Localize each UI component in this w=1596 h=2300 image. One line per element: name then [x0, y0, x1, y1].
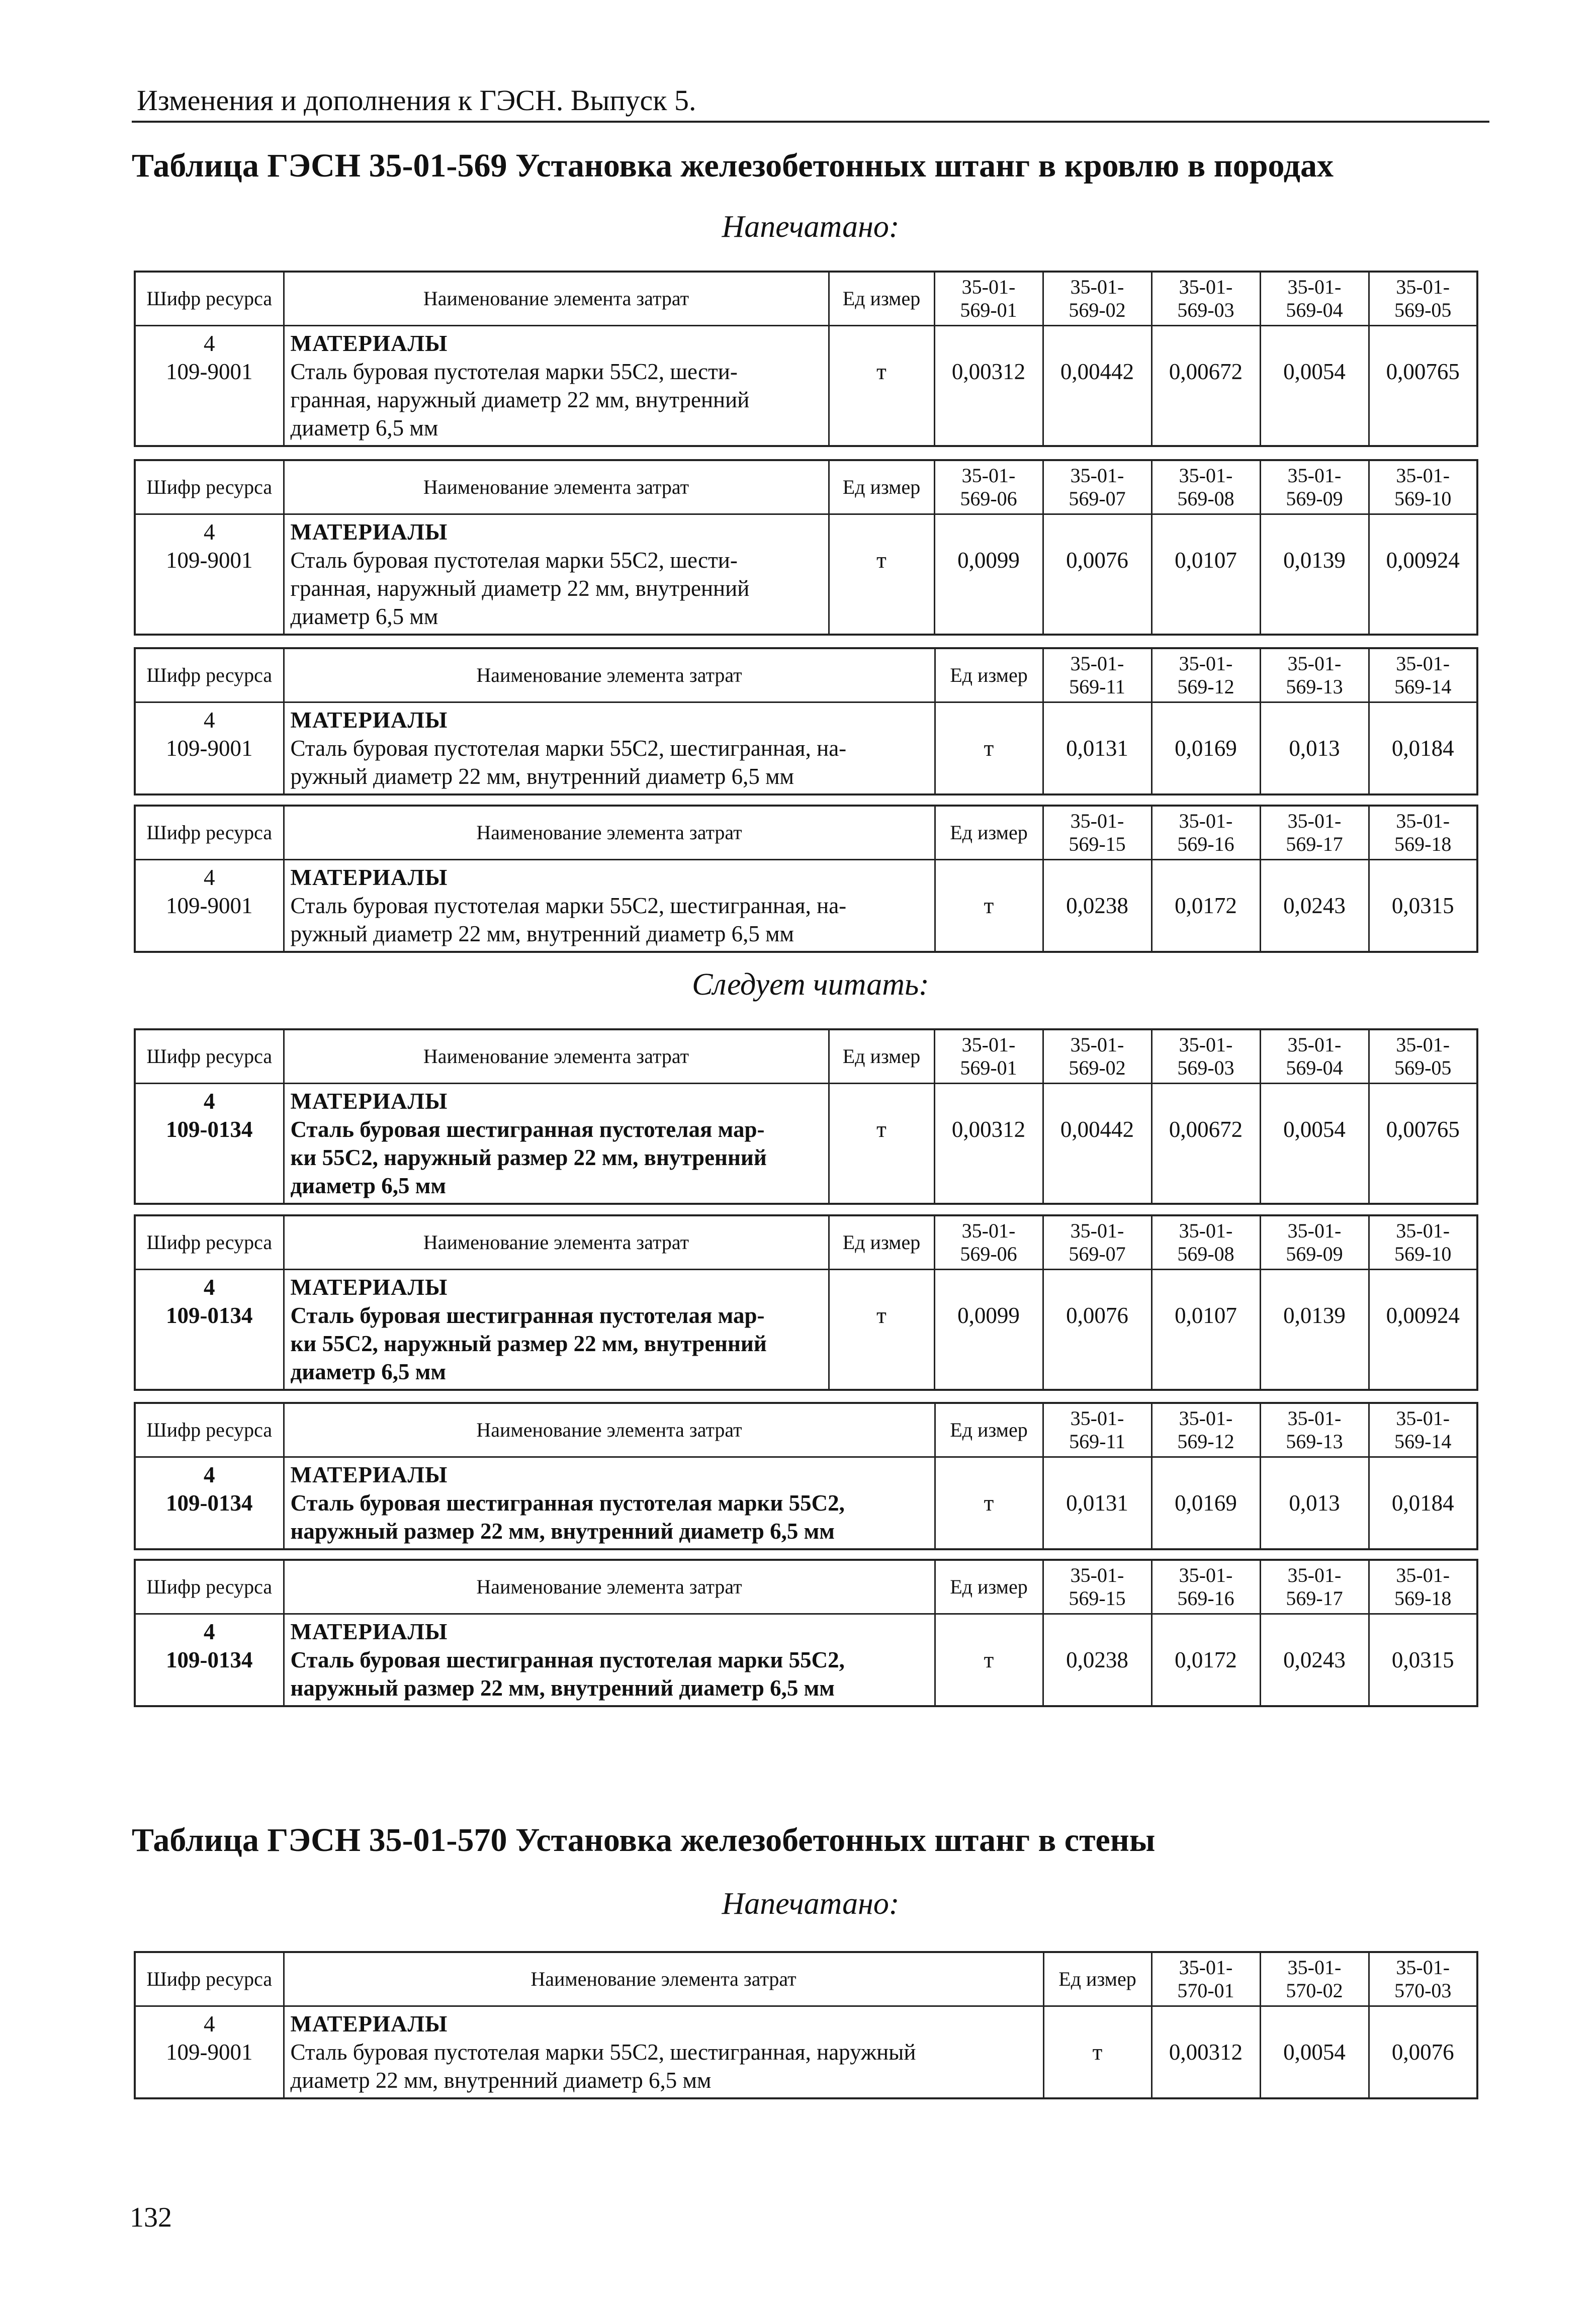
norm-value-cell: 0,0131: [1043, 702, 1151, 795]
table-row: [135, 2006, 1477, 2099]
material-name: Сталь буровая пустотелая марки 55С2, шестигранная, наружный диаметр 22 мм, внутренний диаметр 6,5 мм: [290, 2040, 916, 2093]
material-name: Сталь буровая шестигранная пустотелая марки 55С2, наружный размер 22 мм, внутренний диаметр 6,5 мм: [290, 1647, 845, 1701]
norm-value-cell: 0,0099: [934, 514, 1043, 635]
col-header-unit: Ед измер: [935, 806, 1043, 860]
group-number: 4: [204, 865, 215, 890]
norm-value-cell: 0,0107: [1151, 514, 1260, 635]
unit-cell: т: [829, 326, 934, 447]
cost-element-cell: [284, 1270, 829, 1390]
unit-cell: т: [935, 1614, 1043, 1707]
col-header-resource-code: Шифр ресурса: [135, 1029, 284, 1084]
table-row: [135, 702, 1477, 795]
norm-value-cell: 0,0139: [1260, 514, 1369, 635]
col-header-cost-element: Наименование элемента затрат: [284, 272, 829, 326]
materials-label: МАТЕРИАЛЫ: [290, 865, 448, 890]
col-header-cost-element: Наименование элемента затрат: [284, 806, 935, 860]
col-header-norm-code: 35-01- 569-12: [1151, 648, 1260, 702]
norm-value-cell: 0,0172: [1151, 860, 1260, 952]
resource-code-cell: [135, 1457, 284, 1550]
col-header-norm-code: 35-01- 569-07: [1043, 460, 1151, 514]
material-name: Сталь буровая пустотелая марки 55С2, шести- гранная, наружный диаметр 22 мм, внутренний диаметр 6,5 мм: [290, 359, 750, 440]
resource-code: 109-0134: [166, 1647, 253, 1672]
col-header-norm-code: 35-01- 569-04: [1260, 272, 1369, 326]
norm-value-cell: 0,0184: [1369, 702, 1477, 795]
norm-value-cell: 0,0076: [1043, 514, 1151, 635]
table-row: [135, 860, 1477, 952]
col-header-norm-code: 35-01- 569-14: [1369, 648, 1477, 702]
norm-value-cell: 0,0099: [934, 1270, 1043, 1390]
group-number: 4: [204, 1462, 215, 1487]
norm-value-cell: 0,00672: [1151, 1084, 1260, 1204]
col-header-norm-code: 35-01- 569-08: [1151, 460, 1260, 514]
group-number: 4: [204, 2011, 215, 2037]
col-header-norm-code: 35-01- 569-14: [1369, 1403, 1477, 1457]
col-header-cost-element: Наименование элемента затрат: [284, 1029, 829, 1084]
norm-value-cell: 0,0315: [1369, 860, 1477, 952]
resource-table: [134, 271, 1478, 447]
norm-value-cell: 0,0243: [1260, 1614, 1369, 1707]
table-header-row: [135, 806, 1477, 860]
materials-label: МАТЕРИАЛЫ: [290, 707, 448, 733]
norm-value-cell: 0,013: [1260, 702, 1369, 795]
col-header-norm-code: 35-01- 569-06: [934, 1215, 1043, 1270]
norm-value-cell: 0,0054: [1260, 2006, 1369, 2099]
norm-value-cell: 0,0131: [1043, 1457, 1151, 1550]
material-name: Сталь буровая пустотелая марки 55С2, шестигранная, на- ружный диаметр 22 мм, внутренний диаметр 6,5 мм: [290, 893, 847, 946]
col-header-resource-code: Шифр ресурса: [135, 272, 284, 326]
norm-value-cell: 0,00442: [1043, 326, 1151, 447]
col-header-norm-code: 35-01- 569-02: [1043, 1029, 1151, 1084]
col-header-resource-code: Шифр ресурса: [135, 1215, 284, 1270]
section-title-569: Таблица ГЭСН 35-01-569 Установка железобетонных штанг в кровлю в породах: [132, 147, 1334, 184]
col-header-cost-element: Наименование элемента затрат: [284, 1215, 829, 1270]
resource-code: 109-9001: [166, 893, 253, 918]
col-header-unit: Ед измер: [935, 648, 1043, 702]
material-name: Сталь буровая пустотелая марки 55С2, шести- гранная, наружный диаметр 22 мм, внутренний диаметр 6,5 мм: [290, 548, 750, 629]
col-header-norm-code: 35-01- 570-01: [1151, 1952, 1260, 2006]
col-header-cost-element: Наименование элемента затрат: [284, 1952, 1043, 2006]
col-header-norm-code: 35-01- 569-13: [1260, 648, 1369, 702]
col-header-resource-code: Шифр ресурса: [135, 806, 284, 860]
unit-cell: т: [935, 702, 1043, 795]
table-header-row: [135, 1403, 1477, 1457]
resource-code-cell: [135, 702, 284, 795]
col-header-resource-code: Шифр ресурса: [135, 1560, 284, 1614]
col-header-unit: Ед измер: [935, 1403, 1043, 1457]
norm-value-cell: 0,0054: [1260, 1084, 1369, 1204]
col-header-norm-code: 35-01- 569-03: [1151, 272, 1260, 326]
page-number: 132: [130, 2202, 172, 2233]
running-header: Изменения и дополнения к ГЭСН. Выпуск 5.: [137, 84, 696, 117]
resource-code: 109-9001: [166, 359, 253, 384]
material-name: Сталь буровая шестигранная пустотелая марки 55С2, наружный размер 22 мм, внутренний диаметр 6,5 мм: [290, 1490, 845, 1544]
resource-code: 109-9001: [166, 2040, 253, 2065]
cost-element-cell: [284, 326, 829, 447]
table-row: [135, 1614, 1477, 1707]
table-row: [135, 514, 1477, 635]
col-header-norm-code: 35-01- 569-12: [1151, 1403, 1260, 1457]
col-header-cost-element: Наименование элемента затрат: [284, 1403, 935, 1457]
resource-code: 109-0134: [166, 1303, 253, 1328]
table-header-row: [135, 460, 1477, 514]
col-header-norm-code: 35-01- 569-11: [1043, 648, 1151, 702]
resource-table: [134, 1402, 1478, 1550]
unit-cell: т: [935, 860, 1043, 952]
unit-cell: т: [829, 1084, 934, 1204]
resource-table: [134, 459, 1478, 636]
cost-element-cell: [284, 860, 935, 952]
norm-value-cell: 0,00312: [1151, 2006, 1260, 2099]
col-header-unit: Ед измер: [829, 460, 934, 514]
resource-table: [134, 805, 1478, 953]
table-header-row: [135, 1029, 1477, 1084]
col-header-norm-code: 35-01- 569-15: [1043, 806, 1151, 860]
unit-cell: т: [935, 1457, 1043, 1550]
group-number: 4: [204, 707, 215, 733]
col-header-norm-code: 35-01- 569-13: [1260, 1403, 1369, 1457]
norm-value-cell: 0,0169: [1151, 702, 1260, 795]
col-header-norm-code: 35-01- 569-08: [1151, 1215, 1260, 1270]
col-header-norm-code: 35-01- 570-03: [1369, 1952, 1477, 2006]
col-header-resource-code: Шифр ресурса: [135, 1952, 284, 2006]
col-header-norm-code: 35-01- 569-01: [934, 1029, 1043, 1084]
norm-value-cell: 0,0243: [1260, 860, 1369, 952]
resource-code: 109-0134: [166, 1490, 253, 1516]
table-row: [135, 1084, 1477, 1204]
norm-value-cell: 0,00672: [1151, 326, 1260, 447]
resource-table: [134, 1951, 1478, 2099]
col-header-norm-code: 35-01- 569-09: [1260, 460, 1369, 514]
group-number: 4: [204, 1089, 215, 1114]
col-header-norm-code: 35-01- 569-05: [1369, 272, 1477, 326]
col-header-norm-code: 35-01- 570-02: [1260, 1952, 1369, 2006]
table-header-row: [135, 272, 1477, 326]
resource-table: [134, 647, 1478, 795]
col-header-unit: Ед измер: [829, 272, 934, 326]
norm-value-cell: 0,00924: [1369, 1270, 1477, 1390]
norm-value-cell: 0,0107: [1151, 1270, 1260, 1390]
materials-label: МАТЕРИАЛЫ: [290, 331, 448, 356]
col-header-norm-code: 35-01- 569-17: [1260, 1560, 1369, 1614]
materials-label: МАТЕРИАЛЫ: [290, 1089, 448, 1114]
table-header-row: [135, 1560, 1477, 1614]
norm-value-cell: 0,00312: [934, 326, 1043, 447]
table-header-row: [135, 648, 1477, 702]
resource-table: [134, 1559, 1478, 1707]
table-header-row: [135, 1215, 1477, 1270]
col-header-norm-code: 35-01- 569-02: [1043, 272, 1151, 326]
col-header-norm-code: 35-01- 569-07: [1043, 1215, 1151, 1270]
group-number: 4: [204, 1275, 215, 1300]
col-header-norm-code: 35-01- 569-18: [1369, 1560, 1477, 1614]
table-header-row: [135, 1952, 1477, 2006]
group-number: 4: [204, 331, 215, 356]
resource-code: 109-0134: [166, 1117, 253, 1142]
norm-value-cell: 0,00765: [1369, 1084, 1477, 1204]
cost-element-cell: [284, 1084, 829, 1204]
unit-cell: т: [1043, 2006, 1151, 2099]
col-header-norm-code: 35-01- 569-09: [1260, 1215, 1369, 1270]
group-number: 4: [204, 1619, 215, 1644]
col-header-norm-code: 35-01- 569-04: [1260, 1029, 1369, 1084]
materials-label: МАТЕРИАЛЫ: [290, 2011, 448, 2037]
materials-label: МАТЕРИАЛЫ: [290, 1619, 448, 1644]
resource-code-cell: [135, 1084, 284, 1204]
resource-code: 109-9001: [166, 736, 253, 761]
col-header-unit: Ед измер: [935, 1560, 1043, 1614]
resource-code-cell: [135, 514, 284, 635]
col-header-norm-code: 35-01- 569-18: [1369, 806, 1477, 860]
col-header-norm-code: 35-01- 569-16: [1151, 806, 1260, 860]
table-row: [135, 1457, 1477, 1550]
col-header-cost-element: Наименование элемента затрат: [284, 648, 935, 702]
col-header-unit: Ед измер: [1043, 1952, 1151, 2006]
materials-label: МАТЕРИАЛЫ: [290, 1275, 448, 1300]
resource-code-cell: [135, 860, 284, 952]
col-header-unit: Ед измер: [829, 1029, 934, 1084]
col-header-resource-code: Шифр ресурса: [135, 460, 284, 514]
norm-value-cell: 0,0238: [1043, 860, 1151, 952]
materials-label: МАТЕРИАЛЫ: [290, 1462, 448, 1487]
col-header-norm-code: 35-01- 569-10: [1369, 1215, 1477, 1270]
col-header-resource-code: Шифр ресурса: [135, 648, 284, 702]
cost-element-cell: [284, 514, 829, 635]
norm-value-cell: 0,00442: [1043, 1084, 1151, 1204]
col-header-norm-code: 35-01- 569-03: [1151, 1029, 1260, 1084]
col-header-norm-code: 35-01- 569-05: [1369, 1029, 1477, 1084]
col-header-norm-code: 35-01- 569-15: [1043, 1560, 1151, 1614]
col-header-norm-code: 35-01- 569-10: [1369, 460, 1477, 514]
norm-value-cell: 0,00765: [1369, 326, 1477, 447]
should-read-heading: Следует читать:: [692, 967, 929, 1002]
col-header-resource-code: Шифр ресурса: [135, 1403, 284, 1457]
col-header-cost-element: Наименование элемента затрат: [284, 1560, 935, 1614]
col-header-norm-code: 35-01- 569-06: [934, 460, 1043, 514]
norm-value-cell: 0,0184: [1369, 1457, 1477, 1550]
norm-value-cell: 0,0139: [1260, 1270, 1369, 1390]
norm-value-cell: 0,0054: [1260, 326, 1369, 447]
material-name: Сталь буровая пустотелая марки 55С2, шестигранная, на- ружный диаметр 22 мм, внутренний диаметр 6,5 мм: [290, 736, 847, 789]
norm-value-cell: 0,0169: [1151, 1457, 1260, 1550]
resource-code-cell: [135, 1614, 284, 1707]
resource-code-cell: [135, 1270, 284, 1390]
table-row: [135, 1270, 1477, 1390]
resource-table: [134, 1214, 1478, 1391]
col-header-norm-code: 35-01- 569-17: [1260, 806, 1369, 860]
table-row: [135, 326, 1477, 447]
norm-value-cell: 0,0076: [1043, 1270, 1151, 1390]
printed-heading: Напечатано:: [722, 210, 900, 244]
norm-value-cell: 0,0076: [1369, 2006, 1477, 2099]
printed-heading-2: Напечатано:: [722, 1887, 900, 1921]
resource-code-cell: [135, 326, 284, 447]
cost-element-cell: [284, 1457, 935, 1550]
col-header-unit: Ед измер: [829, 1215, 934, 1270]
cost-element-cell: [284, 702, 935, 795]
material-name: Сталь буровая шестигранная пустотелая мар- ки 55С2, наружный размер 22 мм, внутренний диаметр 6,5 мм: [290, 1303, 767, 1384]
group-number: 4: [204, 519, 215, 545]
materials-label: МАТЕРИАЛЫ: [290, 519, 448, 545]
resource-code: 109-9001: [166, 548, 253, 573]
header-rule: [132, 121, 1489, 123]
norm-value-cell: 0,00924: [1369, 514, 1477, 635]
col-header-norm-code: 35-01- 569-16: [1151, 1560, 1260, 1614]
cost-element-cell: [284, 1614, 935, 1707]
norm-value-cell: 0,00312: [934, 1084, 1043, 1204]
cost-element-cell: [284, 2006, 1043, 2099]
resource-code-cell: [135, 2006, 284, 2099]
section-title-570: Таблица ГЭСН 35-01-570 Установка железобетонных штанг в стены: [132, 1822, 1156, 1859]
col-header-norm-code: 35-01- 569-01: [934, 272, 1043, 326]
norm-value-cell: 0,0172: [1151, 1614, 1260, 1707]
unit-cell: т: [829, 1270, 934, 1390]
col-header-cost-element: Наименование элемента затрат: [284, 460, 829, 514]
material-name: Сталь буровая шестигранная пустотелая мар- ки 55С2, наружный размер 22 мм, внутренний диаметр 6,5 мм: [290, 1117, 767, 1198]
norm-value-cell: 0,0315: [1369, 1614, 1477, 1707]
unit-cell: т: [829, 514, 934, 635]
norm-value-cell: 0,013: [1260, 1457, 1369, 1550]
norm-value-cell: 0,0238: [1043, 1614, 1151, 1707]
col-header-norm-code: 35-01- 569-11: [1043, 1403, 1151, 1457]
resource-table: [134, 1028, 1478, 1205]
